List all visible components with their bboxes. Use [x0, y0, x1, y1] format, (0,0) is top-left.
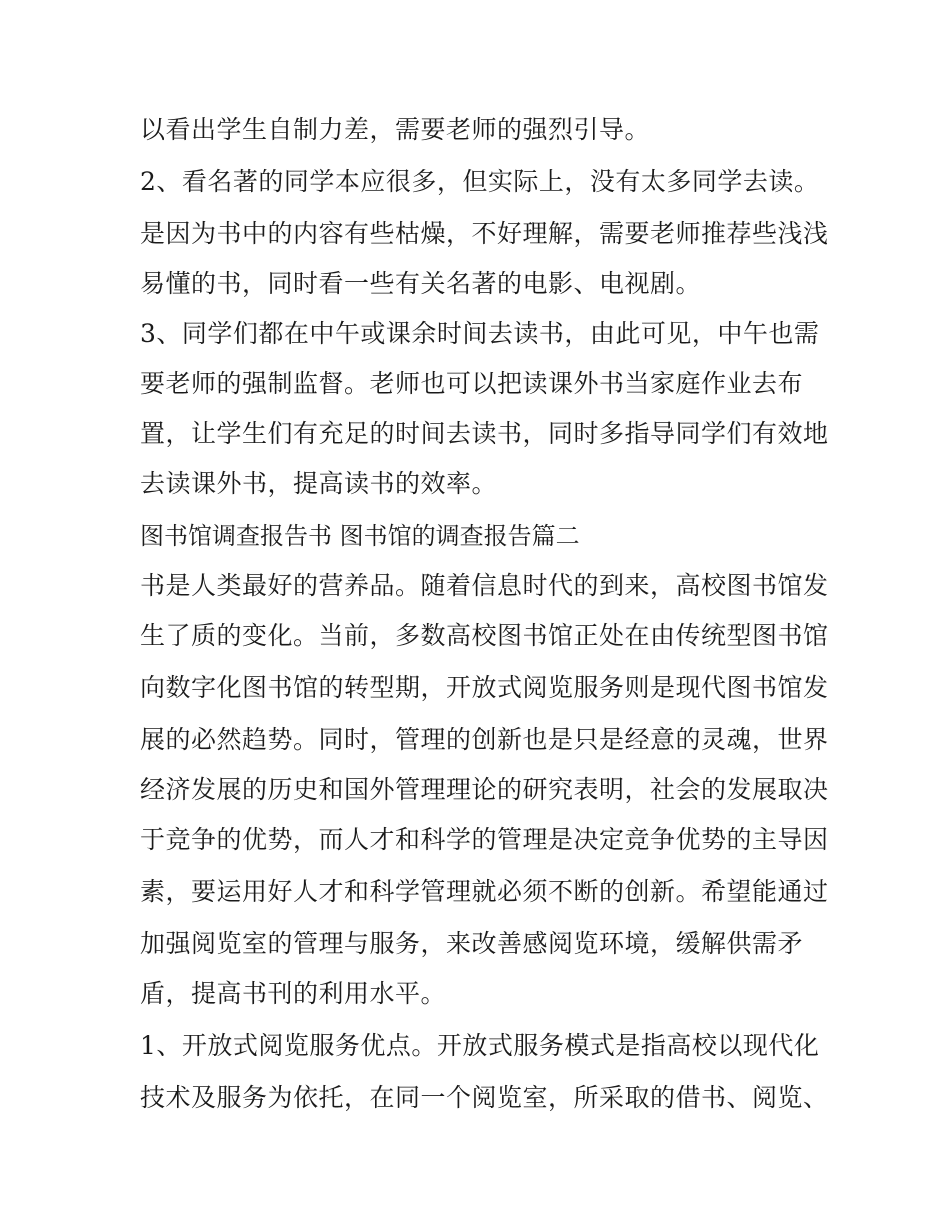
paragraph-line: 是因为书中的内容有些枯燥，不好理解，需要老师推荐些浅浅 — [140, 219, 829, 248]
paragraph-line: 经济发展的历史和国外管理理论的研究表明，社会的发展取决 — [140, 775, 829, 804]
paragraph-line: 加强阅览室的管理与服务，来改善感阅览环境，缓解供需矛 — [140, 929, 804, 958]
paragraph-line: 去读课外书，提高读书的效率。 — [140, 469, 498, 498]
list-item-3-line: 3、同学们都在中午或课余时间去读书，由此可见，中午也需 — [140, 319, 820, 348]
paragraph-line: 技术及服务为依托，在同一个阅览室，所采取的借书、阅览、 — [140, 1083, 829, 1112]
paragraph-line: 向数字化图书馆的转型期，开放式阅览服务则是现代图书馆发 — [140, 673, 829, 702]
paragraph-line: 以看出学生自制力差，需要老师的强烈引导。 — [140, 115, 651, 144]
paragraph-line: 于竞争的优势，而人才和科学的管理是决定竞争优势的主导因 — [140, 825, 829, 854]
paragraph-line: 要老师的强制监督。老师也可以把读课外书当家庭作业去布 — [140, 369, 804, 398]
paragraph-line: 盾，提高书刊的利用水平。 — [140, 979, 447, 1008]
paragraph-line: 生了质的变化。当前，多数高校图书馆正处在由传统型图书馆 — [140, 621, 829, 650]
section-heading: 图书馆调查报告书 图书馆的调查报告篇二 — [140, 522, 580, 550]
paragraph-line: 书是人类最好的营养品。随着信息时代的到来，高校图书馆发 — [140, 571, 829, 600]
paragraph-line: 素，要运用好人才和科学管理就必须不断的创新。希望能通过 — [140, 877, 829, 906]
paragraph-line: 展的必然趋势。同时，管理的创新也是只是经意的灵魂，世界 — [140, 725, 829, 754]
paragraph-line: 易懂的书，同时看一些有关名著的电影、电视剧。 — [140, 269, 702, 298]
list-item-2-line: 2、看名著的同学本应很多，但实际上，没有太多同学去读。 — [140, 167, 820, 196]
paragraph-line: 置，让学生们有充足的时间去读书，同时多指导同学们有效地 — [140, 419, 829, 448]
list-item-1-line: 1、开放式阅览服务优点。开放式服务模式是指高校以现代化 — [140, 1031, 820, 1060]
